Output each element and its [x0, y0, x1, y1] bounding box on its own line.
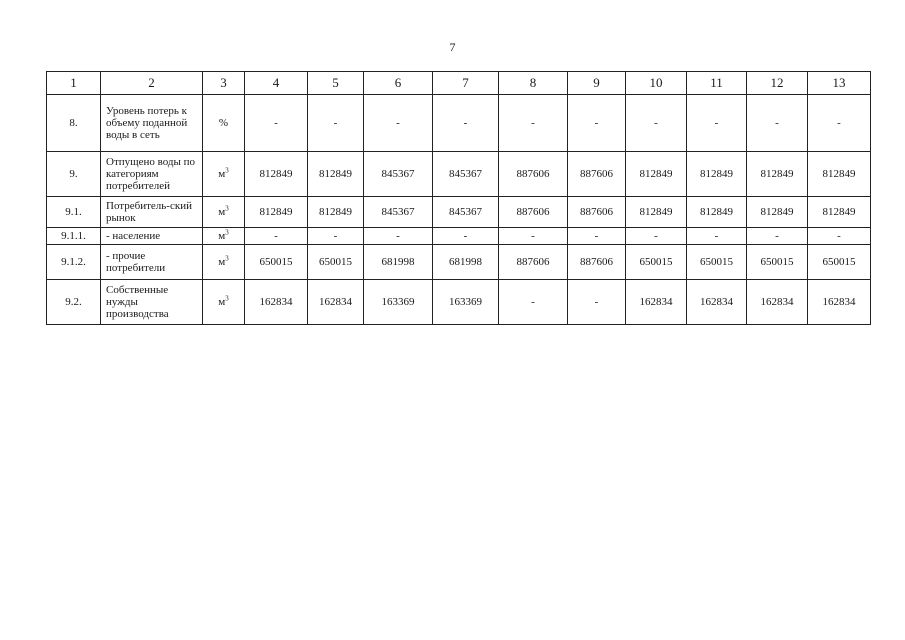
- row-number-cell: 8.: [47, 95, 101, 152]
- unit-cell: [203, 280, 245, 325]
- value-cell: -: [308, 228, 364, 245]
- value-cell: 887606: [499, 152, 568, 197]
- value-cell: -: [687, 95, 747, 152]
- value-cell: 845367: [364, 152, 433, 197]
- unit-label: м: [218, 206, 226, 218]
- value-cell: 887606: [568, 245, 626, 280]
- indicator-name-cell: Собственные нужды производства: [101, 280, 203, 325]
- value-cell: 812849: [245, 197, 308, 228]
- value-cell: -: [308, 95, 364, 152]
- value-cell: 650015: [747, 245, 808, 280]
- value-cell: 887606: [499, 197, 568, 228]
- indicator-name-cell: Потребитель-ский рынок: [101, 197, 203, 228]
- value-cell: -: [747, 228, 808, 245]
- value-cell: 812849: [245, 152, 308, 197]
- value-cell: 887606: [499, 245, 568, 280]
- value-cell: 887606: [568, 152, 626, 197]
- row-number-cell: 9.: [47, 152, 101, 197]
- table-row: [47, 228, 871, 245]
- value-cell: 163369: [364, 280, 433, 325]
- unit-label: м: [218, 256, 226, 268]
- unit-cell: [203, 95, 245, 152]
- data-table: [46, 71, 871, 325]
- value-cell: 650015: [626, 245, 687, 280]
- header-cell: 9: [568, 72, 626, 95]
- header-cell: 10: [626, 72, 687, 95]
- row-number-cell: 9.2.: [47, 280, 101, 325]
- value-cell: 812849: [747, 197, 808, 228]
- header-cell: 11: [687, 72, 747, 95]
- value-cell: -: [433, 228, 499, 245]
- unit-cell: [203, 197, 245, 228]
- value-cell: 845367: [433, 197, 499, 228]
- table-row: [47, 245, 871, 280]
- header-cell: 8: [499, 72, 568, 95]
- unit-superscript: 3: [225, 204, 229, 213]
- value-cell: 650015: [245, 245, 308, 280]
- unit-label: м: [218, 296, 226, 308]
- table-body: [47, 72, 871, 325]
- unit-label: %: [218, 117, 229, 129]
- unit-cell: [203, 245, 245, 280]
- value-cell: 812849: [808, 197, 871, 228]
- value-cell: 812849: [687, 152, 747, 197]
- table-row: [47, 197, 871, 228]
- table-row: [47, 95, 871, 152]
- value-cell: -: [687, 228, 747, 245]
- row-number-cell: 9.1.2.: [47, 245, 101, 280]
- value-cell: -: [808, 95, 871, 152]
- value-cell: 162834: [808, 280, 871, 325]
- value-cell: -: [245, 95, 308, 152]
- value-cell: -: [568, 228, 626, 245]
- header-cell: 3: [203, 72, 245, 95]
- value-cell: -: [499, 95, 568, 152]
- value-cell: -: [433, 95, 499, 152]
- value-cell: 162834: [308, 280, 364, 325]
- row-number-cell: 9.1.1.: [47, 228, 101, 245]
- value-cell: 812849: [626, 152, 687, 197]
- value-cell: 845367: [433, 152, 499, 197]
- value-cell: -: [499, 280, 568, 325]
- header-cell: 4: [245, 72, 308, 95]
- header-cell: 5: [308, 72, 364, 95]
- table-row: [47, 280, 871, 325]
- indicator-name-cell: - прочие потребители: [101, 245, 203, 280]
- value-cell: 845367: [364, 197, 433, 228]
- header-cell: 7: [433, 72, 499, 95]
- value-cell: 681998: [364, 245, 433, 280]
- unit-cell: [203, 228, 245, 245]
- header-cell: 1: [47, 72, 101, 95]
- value-cell: -: [568, 280, 626, 325]
- value-cell: 650015: [808, 245, 871, 280]
- indicator-name-cell: - население: [101, 228, 203, 245]
- value-cell: 812849: [747, 152, 808, 197]
- value-cell: 812849: [308, 152, 364, 197]
- table-header-row: [47, 72, 871, 95]
- unit-superscript: 3: [225, 228, 229, 237]
- value-cell: -: [626, 95, 687, 152]
- value-cell: 681998: [433, 245, 499, 280]
- value-cell: -: [245, 228, 308, 245]
- value-cell: 812849: [308, 197, 364, 228]
- value-cell: -: [626, 228, 687, 245]
- value-cell: -: [568, 95, 626, 152]
- indicator-name-cell: Отпущено воды по категориям потребителей: [101, 152, 203, 197]
- header-cell: 12: [747, 72, 808, 95]
- header-cell: 2: [101, 72, 203, 95]
- value-cell: -: [364, 228, 433, 245]
- value-cell: 812849: [626, 197, 687, 228]
- value-cell: 163369: [433, 280, 499, 325]
- value-cell: 650015: [308, 245, 364, 280]
- value-cell: 162834: [626, 280, 687, 325]
- header-cell: 13: [808, 72, 871, 95]
- value-cell: 812849: [687, 197, 747, 228]
- value-cell: 162834: [245, 280, 308, 325]
- value-cell: 887606: [568, 197, 626, 228]
- value-cell: -: [499, 228, 568, 245]
- row-number-cell: 9.1.: [47, 197, 101, 228]
- unit-superscript: 3: [225, 166, 229, 175]
- value-cell: -: [364, 95, 433, 152]
- unit-label: м: [218, 230, 226, 242]
- unit-superscript: 3: [225, 254, 229, 263]
- value-cell: 162834: [687, 280, 747, 325]
- unit-label: м: [218, 168, 226, 180]
- header-cell: 6: [364, 72, 433, 95]
- value-cell: 162834: [747, 280, 808, 325]
- indicator-name-cell: Уровень потерь к объему поданной воды в сеть: [101, 95, 203, 152]
- value-cell: -: [747, 95, 808, 152]
- table-row: [47, 152, 871, 197]
- unit-cell: [203, 152, 245, 197]
- page-number: 7: [449, 40, 456, 54]
- value-cell: 812849: [808, 152, 871, 197]
- value-cell: 650015: [687, 245, 747, 280]
- unit-superscript: 3: [225, 294, 229, 303]
- value-cell: -: [808, 228, 871, 245]
